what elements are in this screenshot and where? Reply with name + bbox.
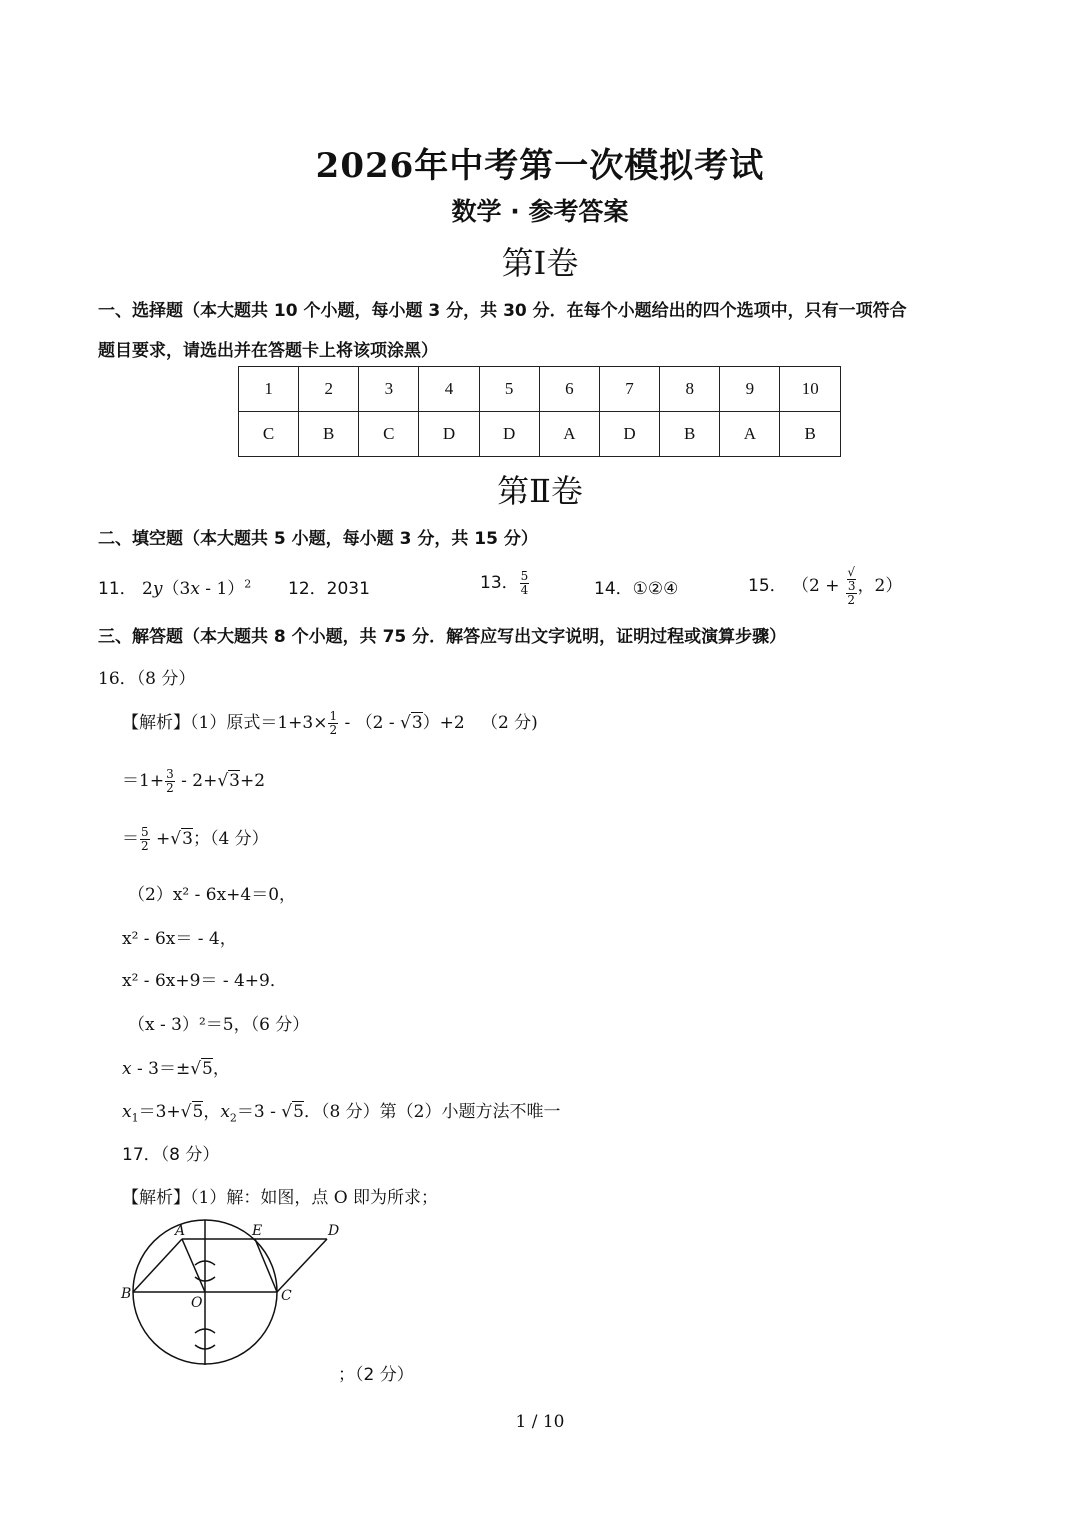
point-label-d: D (328, 1223, 340, 1239)
q16-line-2: ＝1+ $\frac{3}{2}$ - 2+√3+2 (122, 767, 266, 795)
geometry-figure (115, 1215, 355, 1385)
point-label-o: O (191, 1295, 203, 1311)
question-number-cell: 5 (479, 367, 539, 412)
answer-table (238, 366, 841, 457)
page-subtitle: 数学 · 参考答案 (451, 197, 629, 226)
section-1-heading-line1: 一、选择题（本大题共 10 个小题，每小题 3 分，共 30 分．在每个小题给出的四个选项中，只有一项符合 (98, 301, 907, 321)
q16-line-8: x - 3＝±√5， (122, 1059, 230, 1079)
section-2-heading: 二、填空题（本大题共 5 小题，每小题 3 分，共 15 分） (98, 529, 538, 549)
question-number-cell: 4 (419, 367, 479, 412)
question-number-cell: 3 (359, 367, 419, 412)
point-label-e: E (252, 1223, 263, 1239)
answer-cell: C (239, 412, 299, 457)
section-3-heading: 三、解答题（本大题共 8 个小题，共 75 分．解答应写出文字说明，证明过程或演算步骤） (98, 627, 787, 647)
question-number-cell: 2 (299, 367, 359, 412)
answer-cell: B (299, 412, 359, 457)
answer-cell: D (419, 412, 479, 457)
q16-line-9: $x_1=3+√5$，$x_2=3 - √5$．（8 分）第（2）小题方法不唯一 (122, 1102, 561, 1125)
answer-cell: C (359, 412, 419, 457)
q17-line-1: 【解析】（1）解：如图，点 O 即为所求； (122, 1188, 439, 1208)
point-label-c: C (281, 1288, 292, 1304)
q16-line-5: x² - 6x＝ - 4， (122, 929, 237, 949)
point-label-a: A (175, 1223, 186, 1239)
q16-line-7: （x - 3）²＝5，（6 分） (128, 1015, 310, 1035)
section-1-heading-line2: 题目要求，请选出并在答题卡上将该项涂黑） (98, 341, 438, 361)
question-number-cell: 10 (780, 367, 841, 412)
point-label-b: B (121, 1286, 132, 1302)
volume-1-heading: 第Ⅰ卷 (501, 244, 579, 282)
answer-cell: D (599, 412, 659, 457)
segment-ec (255, 1239, 277, 1292)
segment-ao (182, 1239, 205, 1292)
q16-line-1: 【解析】（1）原式＝1+3× $\frac{1}{2}$ - （2 - √3）+2 （2 分) (122, 709, 538, 737)
question-number-cell: 1 (239, 367, 299, 412)
volume-2-heading: 第Ⅱ卷 (497, 472, 583, 510)
answer-cell: A (539, 412, 599, 457)
question-number-cell: 8 (660, 367, 720, 412)
q16-line-3: ＝ $\frac{5}{2}$ +√3；（4 分） (122, 825, 269, 853)
question-16-label: 16．（8 分） (98, 669, 196, 689)
page-title: 2026年中考第一次模拟考试 (315, 146, 765, 186)
answer-cell: B (780, 412, 841, 457)
question-number-cell: 7 (599, 367, 659, 412)
answer-table-number-row (239, 367, 841, 412)
answer-cell: A (720, 412, 780, 457)
answer-cell: B (660, 412, 720, 457)
answer-cell: D (479, 412, 539, 457)
answer-12: 12．2031 (288, 579, 370, 599)
segment-cd (277, 1239, 327, 1292)
segment-ba (133, 1239, 182, 1292)
question-17-label: 17．（8 分） (122, 1145, 220, 1165)
answer-table-answer-row (239, 412, 841, 457)
answer-15: 15． （2 + √ 3 2 ，2） (748, 565, 903, 607)
answer-14: 14．①②④ (594, 579, 679, 599)
question-number-cell: 9 (720, 367, 780, 412)
q17-score: ；（2 分） (338, 1365, 414, 1385)
answer-13: 13． $\frac{5}{4}$ (480, 569, 529, 597)
page-number: 1 / 10 (515, 1412, 565, 1432)
q16-line-4: （2）x² - 6x+4＝0， (128, 885, 297, 905)
question-number-cell: 6 (539, 367, 599, 412)
answer-11: 11． 2y（3x - 1）$^2$ (98, 577, 252, 599)
q16-line-6: x² - 6x+9＝ - 4+9． (122, 971, 287, 991)
